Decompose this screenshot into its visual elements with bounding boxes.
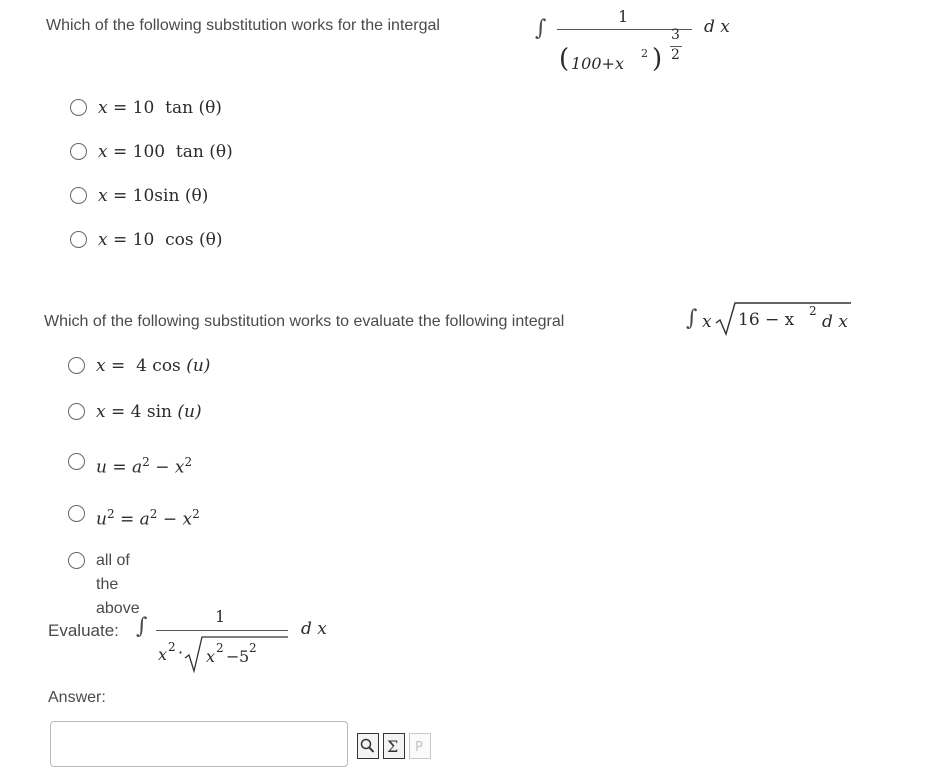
radio-button[interactable] <box>68 403 85 420</box>
integral-sign: ∫ <box>686 306 698 331</box>
exponent-denominator: 2 <box>671 47 680 63</box>
option-expression: $u = a^2 - x^2$ <box>96 455 193 478</box>
question-3-integral <box>136 600 336 680</box>
fraction-numerator: 1 <box>618 7 629 26</box>
answer-input[interactable] <box>50 721 348 767</box>
denominator-base-exponent: 2 <box>641 47 648 60</box>
denominator-x: x <box>158 645 168 664</box>
option-expression: x = 10 tan (θ) <box>98 98 222 118</box>
option-expression: x = 4 cos (u) <box>96 356 211 376</box>
option-expression: x = 4 sin (u) <box>96 402 202 422</box>
exponent-numerator: 3 <box>671 27 680 43</box>
option-label: all of the above <box>96 552 140 617</box>
option-expression: x = 10sin (θ) <box>98 186 209 206</box>
radio-button[interactable] <box>70 143 87 160</box>
radio-button[interactable] <box>68 357 85 374</box>
radicand-five: 5 <box>239 647 250 666</box>
differential: d x <box>301 619 327 639</box>
svg-text:Σ: Σ <box>387 737 399 756</box>
denominator-base: 100+x <box>571 54 624 73</box>
radicand-x: x <box>206 647 216 666</box>
integrand-x: x <box>702 312 712 332</box>
question-2-prompt: Which of the following substitution works to evaluate the following integral <box>44 313 565 330</box>
option-expression: x = 100 tan (θ) <box>98 142 233 162</box>
denominator-x-exponent: 2 <box>168 640 176 654</box>
integral-sign: ∫ <box>136 614 148 639</box>
preview-icon[interactable] <box>357 733 379 759</box>
radio-button[interactable] <box>70 99 87 116</box>
left-paren: ( <box>559 44 570 74</box>
multiplication-dot: · <box>178 643 184 662</box>
option-expression: x = 10 cos (θ) <box>98 230 223 250</box>
radio-button[interactable] <box>70 187 87 204</box>
svg-text:P: P <box>415 740 423 755</box>
question-1-prompt: Which of the following substitution works for the intergal <box>46 17 440 34</box>
radicand-exponent: 2 <box>809 304 817 318</box>
radicand-x-exponent: 2 <box>216 641 224 655</box>
question-2-integral <box>686 298 866 338</box>
formula-help-icon <box>409 733 431 759</box>
radio-button[interactable] <box>68 505 85 522</box>
fraction-numerator: 1 <box>215 607 226 626</box>
option-expression: $u^2 = a^2 - x^2$ <box>96 507 200 530</box>
radio-button[interactable] <box>68 552 85 569</box>
answer-label: Answer: <box>48 689 106 706</box>
equation-editor-icon[interactable] <box>383 733 405 759</box>
radicand-five-exponent: 2 <box>249 641 257 655</box>
question-1-integral <box>535 2 755 88</box>
radio-button[interactable] <box>68 453 85 470</box>
radio-button[interactable] <box>70 231 87 248</box>
question-3-prompt: Evaluate: <box>48 621 119 640</box>
differential: d x <box>704 17 730 37</box>
integral-sign: ∫ <box>535 16 547 41</box>
radicand-minus: − <box>226 647 240 666</box>
differential: d x <box>822 312 848 332</box>
radicand: 16 − x <box>738 310 795 330</box>
right-paren: ) <box>652 44 663 74</box>
fraction-bar <box>156 630 288 631</box>
